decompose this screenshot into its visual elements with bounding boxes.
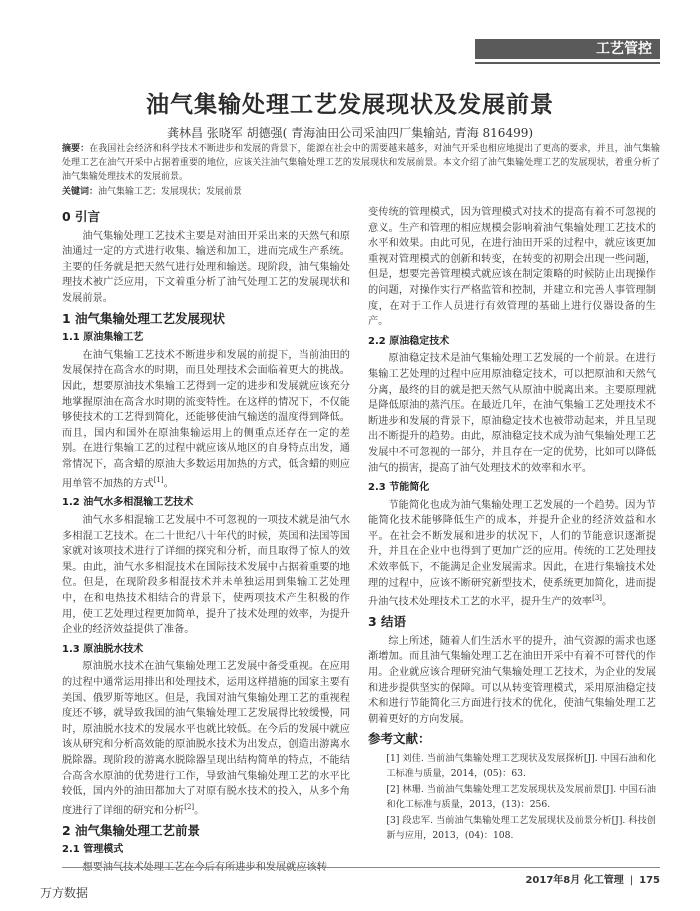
left-column <box>62 205 350 876</box>
paragraph-dehydration-text: 原油脱水技术在油气集输处理工艺发展中备受重视。在应用的过程中通常运用排出和处理技术，运用这样措施的国家主要有美国、俄罗斯等地区。但是，我国对油气集输处理工艺的重视程度还不够，就导致我国的油气集输处理工艺发展得比较缓慢，同时，原油脱水技术的发展水平也就比较低。在今后的发展中就应该从研究和分析高效能的原油脱水技术为出发点，创造出游离水脱除器。现阶段的游离水脱除器呈现出结构简单的特点，不能结合高含水原油的优势进行工作，导致油气集输处理工艺的水平比较低，国内外的油田都加大了对原有脱水技术的投入，从多个角度进行了详细的研究和分析 <box>62 661 350 817</box>
heading-energy-saving: 2.3 节能简化 <box>368 482 430 494</box>
paragraph-end: 。 <box>602 596 613 608</box>
paragraph-end: 。 <box>163 477 174 489</box>
heading-conclusion: 3 结语 <box>368 614 407 630</box>
abstract <box>62 142 660 184</box>
abstract-text: 在我国社会经济和科学技术不断进步和发展的背景下，能源在社会中的需要越来越多，对油气开采也相应地提出了更高的要求，并且，油气集输处理工艺在油气开采中占据着重要的地位，应该关注油气集输处理工艺的发展现状和发展前景。本文介绍了油气集输处理工艺的发展现状，着重分析了油气集输处理技术的发展前景。 <box>62 144 660 182</box>
heading-prospects: 2 油气集输处理工艺前景 <box>62 822 201 838</box>
heading-multiphase: 1.2 油气水多相混输工艺技术 <box>62 497 194 509</box>
page-footer <box>525 871 660 886</box>
paragraph-crude-gathering <box>62 348 350 492</box>
paragraph-management-cont: 变传统的管理模式，因为管理模式对技术的提高有着不可忽视的意义。生产和管理的相应规模会影响着油气集输处理工艺技术的水平和效果。由此可见，在进行油田开采的过程中，就应该更加重视对管理模式的创新和转变，在转变的初期会出现一些问题，但是，想要完善管理模式就应该在制定策略的时候防止出现操作的问题，对操作实行严格监管和控制，并建立和完善人事管理制度，在对于工作人员进行有效管理的基础上进行仪器设备的生产。 <box>368 207 656 328</box>
reference-item: [1] 刘佳. 当前油气集输处理工艺现状及发展探析[J]. 中国石油和化工标准与质量，2014，(05)：63. <box>386 752 656 779</box>
citation-3[interactable]: [3] <box>592 594 603 603</box>
heading-references: 参考文献： <box>368 731 431 747</box>
banner-underline <box>475 62 660 64</box>
paragraph-crude-stabilization: 原油稳定技术是油气集输处理工艺发展的一个前景。在进行集输工艺处理的过程中应用原油稳定技术，可以把原油和天然气分离，最终的目的就是把天然气从原油中脱离出来。主要原理就是降低原油的蒸汽压。在最近几年，在油气集输工艺处理技术不断进步和发展的背景下，原油稳定技术也被带动起来，并且呈现出不断提升的趋势。由此，原油稳定技术成为油气集输处理工艺发展中不可忽视的一部分，并且存在一定的优势，比如可以降低油气的损害，提高了油气处理技术的效率和水平。 <box>368 353 656 474</box>
article-title: 油气集输处理工艺发展现状及发展前景 <box>146 92 554 118</box>
paragraph-crude-gathering-text: 在油气集输工艺技术不断进步和发展的前提下，当前油田的发展保持在高含水的时期，而且处理技术会面临着更大的挑战。因此，想要原油技术集输工艺得到一定的进步和发展就应该充分地掌握原油在高含水时期的流变特性。在这样的情况下，不仅能够使技术的工艺得到简化，还能够使油气输送的温度得到降低。而且，国内和国外在原油集输运用上的侧重点还存在一定的差别。在进行集输工艺的过程中就应该从地区的自身特点出发，通常情况下，高含蜡的原油大多数运用加热的方式，低含蜡的则应用单管不加热的方式 <box>62 349 350 489</box>
heading-dehydration: 1.3 原油脱水技术 <box>62 643 144 655</box>
wanfang-watermark: 万方数据 <box>40 886 89 900</box>
article-authors: 龚林昌 张晓军 胡德强( 青海油田公司采油四厂集输站, 青海 816499) <box>166 126 534 140</box>
page-number: 175 <box>639 875 660 886</box>
keywords-text: 油气集输工艺；发展现状；发展前景 <box>98 187 243 197</box>
heading-crude-stabilization: 2.2 原油稳定技术 <box>368 335 450 347</box>
citation-1[interactable]: [1] <box>153 475 164 484</box>
paragraph-energy-saving <box>368 498 656 611</box>
heading-current-status: 1 油气集输处理工艺发展现状 <box>62 310 226 326</box>
paragraph-conclusion: 综上所述，随着人们生活水平的提升，油气资源的需求也逐渐增加。而且油气集输处理工艺在油田开采中有着不可替代的作用。企业就应该合理研究油气集输处理工艺技术，为企业的发展和进步提供坚实的保障。可以从转变管理模式，采用原油稳定技术和进行节能简化三方面进行技术的优化，使油气集输处理工艺朝着更好的方向发展。 <box>368 635 656 725</box>
paragraph-dehydration <box>62 659 350 818</box>
heading-management-mode: 2.1 管理模式 <box>62 844 124 856</box>
footer-date: 2017年8月 <box>525 875 581 886</box>
paragraph-energy-saving-text: 节能简化也成为油气集输处理工艺发展的一个趋势。因为节能简化技术能够降低生产的成本，并提升企业的经济效益和水平。在社会不断发展和进步的状况下，人们的节能意识逐渐提升，并且在企业中也得到了更加广泛的应用。传统的工艺处理技术效率低下，不能满足企业发展需求。因此，在进行集输技术处理的过程中，应该不断研究新型技术，使系统更加简化，进而提升油气技术处理技术工艺的水平，提升生产的效率 <box>368 499 656 608</box>
section-banner: 工艺管控 <box>475 39 660 59</box>
right-column <box>368 205 656 844</box>
footer-journal: 化工管理 <box>583 875 624 886</box>
footer-divider <box>62 867 660 868</box>
heading-crude-gathering: 1.1 原油集输工艺 <box>62 332 144 344</box>
paragraph-end: 。 <box>194 805 205 817</box>
paragraph-multiphase: 油气水多相混输工艺发展中不可忽视的一项技术就是油气水多相混工艺技术。在二十世纪八十年代的时候，英国和法国等国家就对该项技术进行了详细的探究和分析，而且取得了惊人的效果。由此，油气水多相混技术在国际技术发展中占据着重要的地位。但是，在现阶段多相混技术并未单独运用到集输工艺处理中，在和电热技术相结合的背景下，使两项技术产生积极的作用，使工艺处理过程更加简单，提升了技术处理的效率，为提升企业的经济效益提供了准备。 <box>62 515 350 636</box>
abstract-label: 摘要： <box>62 144 90 154</box>
heading-introduction: 0 引言 <box>62 209 101 224</box>
reference-item: [2] 林珊. 当前油气集输处理工艺发展现状及发展前景[J]. 中国石油和化工标准与质量，2013，(13)：256. <box>386 783 656 810</box>
footer-separator: | <box>629 875 634 886</box>
reference-item: [3] 段忠军. 当前油气集输处理工艺发展现状及前景分析[J]. 科技创新与应用，2013，(04)：108. <box>386 814 656 841</box>
citation-2[interactable]: [2] <box>184 802 195 811</box>
keywords <box>62 185 660 199</box>
paragraph-introduction: 油气集输处理工艺技术主要是对油田开采出来的天然气和原油通过一定的方式进行收集、输送和加工，进而完成生产系统。主要的任务就是把天然气进行处理和输送。现阶段，油气集输处理技术被广泛应用，下文着重分析了油气处理工艺的发展现状和发展前景。 <box>62 230 350 304</box>
keywords-label: 关键词： <box>62 187 99 197</box>
